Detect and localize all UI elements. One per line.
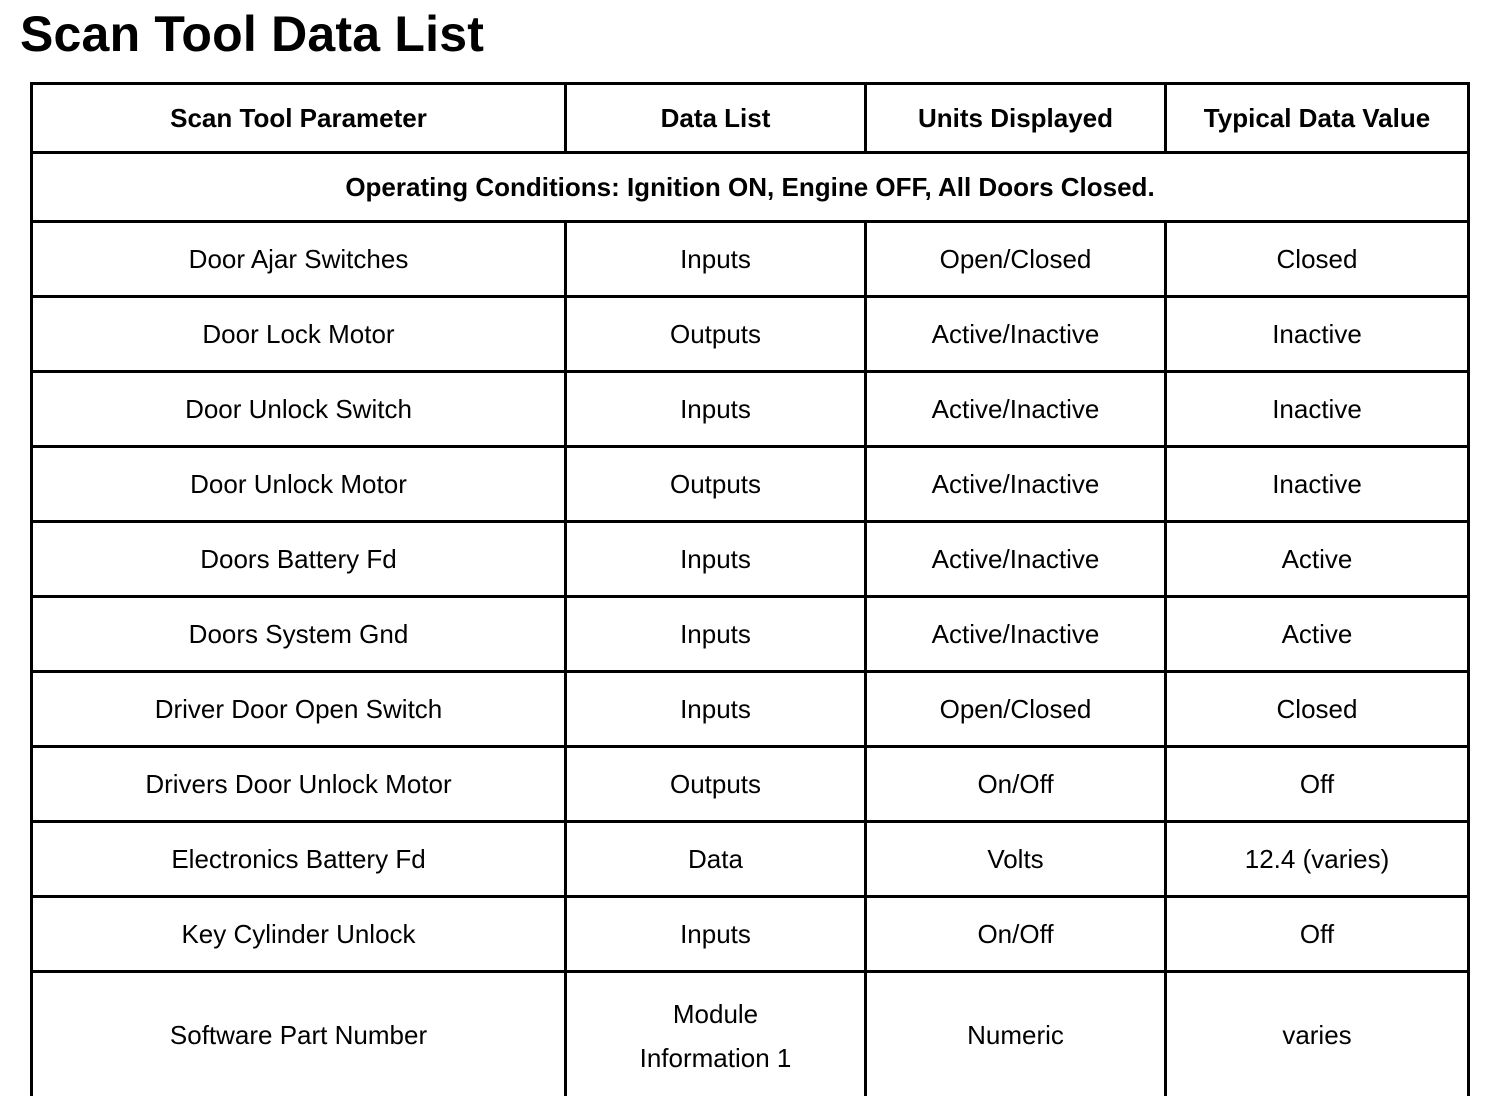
table-row — [32, 672, 1469, 747]
cell-data-list: Inputs — [566, 372, 866, 447]
table-row — [32, 822, 1469, 897]
table-row — [32, 522, 1469, 597]
cell-data-list-line: Information 1 — [639, 1042, 792, 1073]
cell-value: Inactive — [1166, 372, 1469, 447]
table-row — [32, 747, 1469, 822]
cell-parameter: Drivers Door Unlock Motor — [32, 747, 566, 822]
cell-value: Closed — [1166, 672, 1469, 747]
cell-data-list: Inputs — [566, 672, 866, 747]
cell-value: Inactive — [1166, 297, 1469, 372]
cell-parameter: Door Lock Motor — [32, 297, 566, 372]
cell-units: Volts — [866, 822, 1166, 897]
header-typical-data-value: Typical Data Value — [1166, 84, 1469, 153]
operating-conditions-row — [32, 153, 1469, 222]
cell-data-list: Inputs — [566, 597, 866, 672]
cell-data-list: Outputs — [566, 747, 866, 822]
cell-data-list: Outputs — [566, 297, 866, 372]
cell-units: Open/Closed — [866, 222, 1166, 297]
cell-value: Active — [1166, 522, 1469, 597]
cell-data-list-line: Module — [672, 998, 759, 1029]
header-units-displayed: Units Displayed — [866, 84, 1166, 153]
table-row — [32, 447, 1469, 522]
cell-value: Closed — [1166, 222, 1469, 297]
table-row — [32, 897, 1469, 972]
cell-parameter: Software Part Number — [32, 972, 566, 1097]
table-row — [32, 597, 1469, 672]
cell-units: Active/Inactive — [866, 297, 1166, 372]
cell-units: Active/Inactive — [866, 447, 1166, 522]
cell-data-list — [566, 972, 866, 1097]
cell-parameter: Door Unlock Switch — [32, 372, 566, 447]
cell-parameter: Driver Door Open Switch — [32, 672, 566, 747]
scan-tool-data-table — [30, 82, 1470, 1096]
cell-units: Active/Inactive — [866, 522, 1166, 597]
cell-data-list: Outputs — [566, 447, 866, 522]
cell-value: Off — [1166, 897, 1469, 972]
header-scan-tool-parameter: Scan Tool Parameter — [32, 84, 566, 153]
operating-conditions: Operating Conditions: Ignition ON, Engine OFF, All Doors Closed. — [32, 153, 1469, 222]
cell-units: On/Off — [866, 747, 1166, 822]
cell-units: Open/Closed — [866, 672, 1166, 747]
cell-parameter: Door Ajar Switches — [32, 222, 566, 297]
cell-parameter: Doors Battery Fd — [32, 522, 566, 597]
cell-data-list: Inputs — [566, 897, 866, 972]
cell-value: 12.4 (varies) — [1166, 822, 1469, 897]
cell-data-list: Data — [566, 822, 866, 897]
table-row — [32, 372, 1469, 447]
header-data-list: Data List — [566, 84, 866, 153]
cell-value: Inactive — [1166, 447, 1469, 522]
cell-data-list: Inputs — [566, 222, 866, 297]
cell-parameter: Key Cylinder Unlock — [32, 897, 566, 972]
cell-units: On/Off — [866, 897, 1166, 972]
cell-value: varies — [1166, 972, 1469, 1097]
table-row — [32, 222, 1469, 297]
cell-units: Active/Inactive — [866, 597, 1166, 672]
cell-parameter: Doors System Gnd — [32, 597, 566, 672]
cell-value: Active — [1166, 597, 1469, 672]
table-row — [32, 972, 1469, 1097]
cell-data-list: Inputs — [566, 522, 866, 597]
table-row — [32, 297, 1469, 372]
cell-parameter: Electronics Battery Fd — [32, 822, 566, 897]
page-title: Scan Tool Data List — [20, 6, 485, 62]
table-header-row — [32, 84, 1469, 153]
cell-parameter: Door Unlock Motor — [32, 447, 566, 522]
cell-units: Active/Inactive — [866, 372, 1166, 447]
cell-units: Numeric — [866, 972, 1166, 1097]
cell-value: Off — [1166, 747, 1469, 822]
